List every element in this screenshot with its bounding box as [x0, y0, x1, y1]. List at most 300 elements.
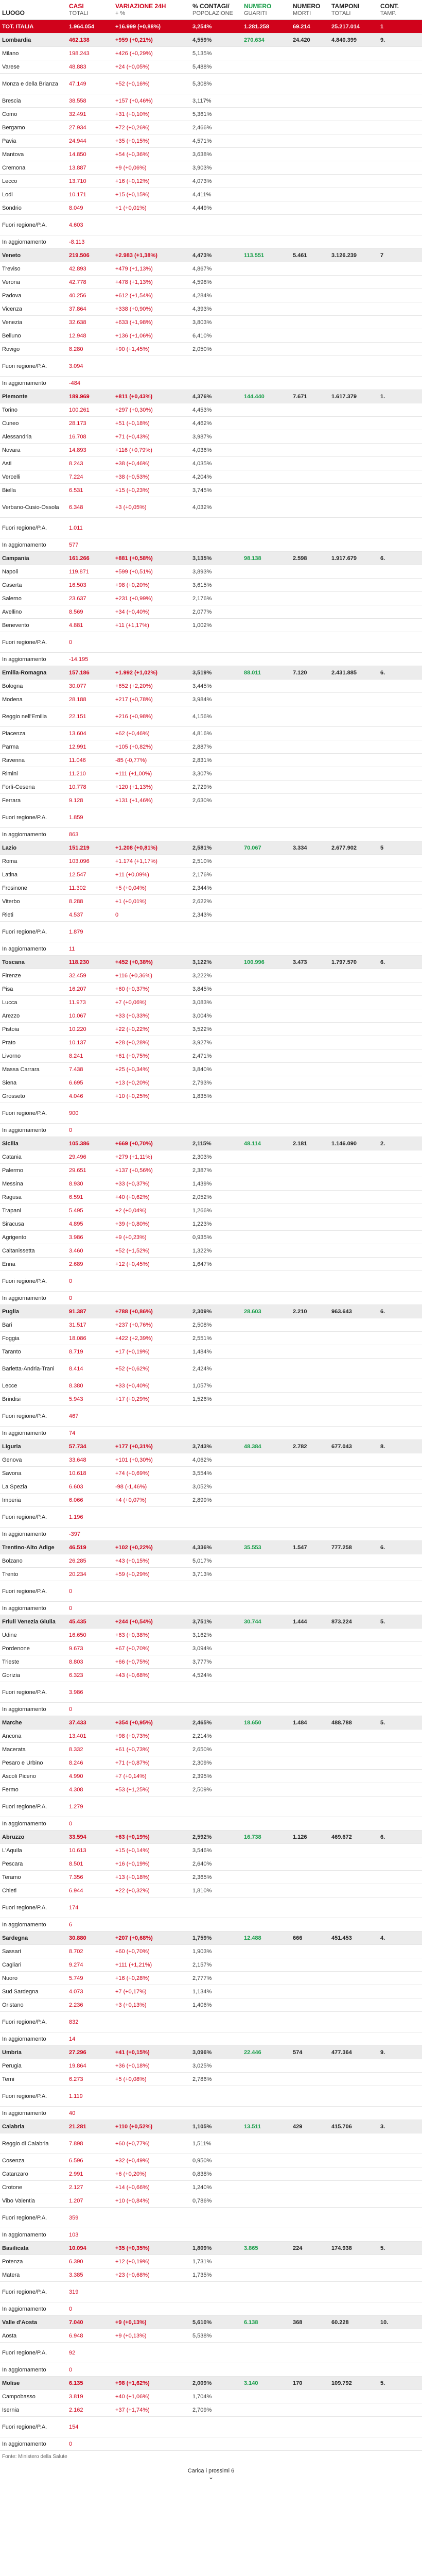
province-row[interactable]	[0, 828, 422, 841]
row-cases-value: 37.864	[69, 306, 86, 312]
region-row[interactable]	[0, 552, 422, 565]
province-row[interactable]	[0, 996, 422, 1009]
row-cases	[67, 1124, 113, 1137]
province-row[interactable]	[0, 2194, 422, 2208]
row-swabs	[329, 175, 378, 188]
province-row[interactable]	[0, 1669, 422, 1682]
region-row[interactable]	[0, 2046, 422, 2059]
row-pct	[190, 2329, 242, 2343]
row-pct-value: 1,526%	[192, 1396, 212, 1402]
province-row[interactable]	[0, 1743, 422, 1756]
province-row[interactable]	[0, 302, 422, 316]
row-healed	[242, 249, 291, 262]
row-healed	[242, 1972, 291, 1985]
row-place	[0, 1191, 67, 1204]
row-extra	[378, 538, 422, 552]
province-row[interactable]	[0, 1918, 422, 1931]
row-place-value: Potenza	[2, 2258, 23, 2265]
province-row[interactable]	[0, 1177, 422, 1191]
province-row[interactable]	[0, 1602, 422, 1615]
row-healed	[242, 1271, 291, 1292]
row-variation-value: +207 (+0,68%)	[115, 1935, 153, 1941]
row-variation-value: +599 (+0,51%)	[115, 568, 153, 575]
province-row[interactable]	[0, 794, 422, 807]
province-row[interactable]	[0, 1379, 422, 1393]
province-row[interactable]	[0, 1332, 422, 1345]
row-place-value: Palermo	[2, 1167, 23, 1174]
province-row[interactable]	[0, 148, 422, 161]
row-pct	[190, 1871, 242, 1884]
province-row[interactable]	[0, 1292, 422, 1305]
row-pct	[190, 343, 242, 356]
row-extra	[378, 552, 422, 565]
row-pct	[190, 316, 242, 329]
region-row[interactable]	[0, 2120, 422, 2133]
row-variation	[113, 1217, 190, 1231]
province-row[interactable]	[0, 356, 422, 377]
province-row[interactable]	[0, 289, 422, 302]
province-row[interactable]	[0, 1406, 422, 1427]
row-swabs	[329, 1271, 378, 1292]
row-pct-value: 2,899%	[192, 1497, 212, 1503]
province-row[interactable]	[0, 1682, 422, 1703]
province-row[interactable]	[0, 1480, 422, 1494]
province-row[interactable]	[0, 1124, 422, 1137]
province-row[interactable]	[0, 343, 422, 356]
row-pct	[190, 632, 242, 653]
row-deaths	[291, 430, 329, 444]
row-healed	[242, 1871, 291, 1884]
header-variation[interactable]: VARIAZIONE 24H + %	[113, 0, 190, 20]
row-healed-value: 35.553	[244, 1544, 261, 1551]
province-row[interactable]	[0, 1528, 422, 1541]
province-row[interactable]	[0, 2059, 422, 2073]
region-row[interactable]	[0, 1831, 422, 1844]
province-row[interactable]	[0, 47, 422, 60]
province-row[interactable]	[0, 619, 422, 632]
row-variation-value: +2.983 (+1,38%)	[115, 252, 157, 259]
row-extra	[378, 1359, 422, 1379]
province-row[interactable]	[0, 2133, 422, 2154]
row-extra	[378, 565, 422, 579]
province-row[interactable]	[0, 1345, 422, 1359]
row-place	[0, 1730, 67, 1743]
row-pct	[190, 1103, 242, 1124]
province-row[interactable]	[0, 727, 422, 740]
row-pct	[190, 794, 242, 807]
row-healed	[242, 161, 291, 175]
row-healed	[242, 2032, 291, 2046]
province-row[interactable]	[0, 1783, 422, 1797]
header-healed[interactable]: NUMERO GUARITI	[242, 0, 291, 20]
header-swabs[interactable]: TAMPONI TOTALI	[329, 0, 378, 20]
province-row[interactable]	[0, 767, 422, 781]
row-healed	[242, 982, 291, 996]
province-row[interactable]	[0, 1063, 422, 1076]
row-place	[0, 215, 67, 235]
region-row[interactable]	[0, 1541, 422, 1554]
row-variation	[113, 2154, 190, 2167]
row-cases-value: 863	[69, 831, 79, 838]
province-row[interactable]	[0, 235, 422, 249]
row-pct	[190, 2032, 242, 2046]
province-row[interactable]	[0, 2228, 422, 2242]
province-row[interactable]	[0, 175, 422, 188]
region-row[interactable]	[0, 390, 422, 403]
region-row[interactable]	[0, 2316, 422, 2329]
row-place-value: In aggiornamento	[2, 1605, 46, 1612]
row-pct-value: 2,343%	[192, 911, 212, 918]
province-row[interactable]	[0, 1359, 422, 1379]
row-place	[0, 134, 67, 148]
province-row[interactable]	[0, 740, 422, 754]
load-more-button[interactable]	[0, 2463, 422, 2483]
province-row[interactable]	[0, 1393, 422, 1406]
province-row[interactable]	[0, 1090, 422, 1103]
row-variation-value: +110 (+0,52%)	[115, 2123, 153, 2130]
row-swabs	[329, 1756, 378, 1770]
province-row[interactable]	[0, 1554, 422, 1568]
province-row[interactable]	[0, 1568, 422, 1581]
province-row[interactable]	[0, 969, 422, 982]
province-row[interactable]	[0, 1318, 422, 1332]
province-row[interactable]	[0, 942, 422, 956]
row-pct	[190, 457, 242, 470]
row-swabs	[329, 1393, 378, 1406]
province-row[interactable]	[0, 1231, 422, 1244]
row-extra	[378, 1581, 422, 1602]
province-row[interactable]	[0, 2255, 422, 2268]
province-row[interactable]	[0, 215, 422, 235]
province-row[interactable]	[0, 680, 422, 693]
province-row[interactable]	[0, 2343, 422, 2363]
row-pct-value: 2,592%	[192, 1834, 212, 1840]
province-row[interactable]	[0, 1049, 422, 1063]
row-pct	[190, 470, 242, 484]
province-row[interactable]	[0, 1797, 422, 1817]
province-row[interactable]	[0, 316, 422, 329]
province-row[interactable]	[0, 908, 422, 922]
row-place-value: Reggio di Calabria	[2, 2140, 49, 2147]
province-row[interactable]	[0, 1244, 422, 1258]
province-row[interactable]	[0, 1756, 422, 1770]
row-healed-value: 70.067	[244, 844, 261, 851]
province-row[interactable]	[0, 2282, 422, 2302]
row-pct-value: 2,466%	[192, 124, 212, 131]
province-row[interactable]	[0, 1164, 422, 1177]
row-cases	[67, 47, 113, 60]
row-healed	[242, 1217, 291, 1231]
row-swabs	[329, 908, 378, 922]
row-place	[0, 1884, 67, 1897]
province-row[interactable]	[0, 201, 422, 215]
province-row[interactable]	[0, 121, 422, 134]
province-row[interactable]	[0, 444, 422, 457]
province-row[interactable]	[0, 1427, 422, 1440]
region-row[interactable]	[0, 249, 422, 262]
province-row[interactable]	[0, 807, 422, 828]
row-variation-value: +38 (+0,53%)	[115, 473, 150, 480]
province-row[interactable]	[0, 1884, 422, 1897]
row-healed	[242, 457, 291, 470]
province-row[interactable]	[0, 1103, 422, 1124]
province-row[interactable]	[0, 653, 422, 666]
province-row[interactable]	[0, 922, 422, 942]
row-cases-value: 24.944	[69, 138, 86, 144]
row-cases-value: 10.094	[69, 2245, 86, 2251]
row-cases-value: 8.241	[69, 1053, 83, 1059]
province-row[interactable]	[0, 403, 422, 417]
province-row[interactable]	[0, 2329, 422, 2343]
row-variation	[113, 1871, 190, 1884]
region-row[interactable]	[0, 2377, 422, 2390]
row-variation	[113, 807, 190, 828]
header-pct-population[interactable]: % CONTAGI/ POPOLAZIONE	[190, 0, 242, 20]
province-row[interactable]	[0, 108, 422, 121]
region-row[interactable]	[0, 666, 422, 680]
province-row[interactable]	[0, 592, 422, 605]
province-row[interactable]	[0, 276, 422, 289]
province-row[interactable]	[0, 1945, 422, 1958]
province-row[interactable]	[0, 1897, 422, 1918]
row-pct-value: 3,840%	[192, 1066, 212, 1073]
province-row[interactable]	[0, 1453, 422, 1467]
row-place	[0, 855, 67, 868]
province-row[interactable]	[0, 497, 422, 518]
province-row[interactable]	[0, 457, 422, 470]
row-place	[0, 693, 67, 706]
row-variation	[113, 1009, 190, 1023]
province-row[interactable]	[0, 60, 422, 74]
row-deaths	[291, 1090, 329, 1103]
province-row[interactable]	[0, 430, 422, 444]
header-deaths[interactable]: NUMERO MORTI	[291, 0, 329, 20]
province-row[interactable]	[0, 632, 422, 653]
row-swabs	[329, 2120, 378, 2133]
province-row[interactable]	[0, 2181, 422, 2194]
header-place[interactable]: LUOGO	[0, 0, 67, 20]
province-row[interactable]	[0, 1217, 422, 1231]
row-healed	[242, 1931, 291, 1945]
region-row[interactable]	[0, 2242, 422, 2255]
province-row[interactable]	[0, 2012, 422, 2032]
province-row[interactable]	[0, 882, 422, 895]
row-pct	[190, 828, 242, 841]
province-row[interactable]	[0, 2268, 422, 2282]
row-pct-value: 2,630%	[192, 797, 212, 804]
row-cases-value: 7.356	[69, 1874, 83, 1880]
province-row[interactable]	[0, 1998, 422, 2012]
row-place	[0, 1998, 67, 2012]
row-variation	[113, 289, 190, 302]
row-deaths	[291, 1554, 329, 1568]
province-row[interactable]	[0, 868, 422, 882]
row-cases	[67, 2268, 113, 2282]
province-row[interactable]	[0, 855, 422, 868]
province-row[interactable]	[0, 262, 422, 276]
row-swabs	[329, 2282, 378, 2302]
province-row[interactable]	[0, 538, 422, 552]
row-deaths	[291, 1036, 329, 1049]
header-cases[interactable]: CASI TOTALI	[67, 0, 113, 20]
row-swabs	[329, 2133, 378, 2154]
province-row[interactable]	[0, 982, 422, 996]
row-variation	[113, 882, 190, 895]
row-place-value: Caltanissetta	[2, 1247, 35, 1254]
row-extra	[378, 1177, 422, 1191]
row-pct-value: 2,214%	[192, 1733, 212, 1739]
row-variation-value: +52 (+0,62%)	[115, 1365, 150, 1372]
header-extra[interactable]: CONT. TAMP.	[378, 0, 422, 20]
row-pct-value: 2,365%	[192, 1874, 212, 1880]
row-extra	[378, 121, 422, 134]
province-row[interactable]	[0, 1972, 422, 1985]
row-deaths	[291, 1918, 329, 1931]
province-row[interactable]	[0, 1150, 422, 1164]
province-row[interactable]	[0, 2107, 422, 2120]
region-row[interactable]	[0, 1137, 422, 1150]
province-row[interactable]	[0, 1036, 422, 1049]
province-row[interactable]	[0, 754, 422, 767]
province-row[interactable]	[0, 2417, 422, 2437]
province-row[interactable]	[0, 1642, 422, 1655]
row-pct-value: 3,004%	[192, 1012, 212, 1019]
row-cases	[67, 175, 113, 188]
region-row[interactable]	[0, 841, 422, 855]
row-deaths	[291, 1244, 329, 1258]
row-place	[0, 1271, 67, 1292]
row-place-value: Rimini	[2, 770, 18, 777]
province-row[interactable]	[0, 1703, 422, 1716]
province-row[interactable]	[0, 1958, 422, 1972]
row-deaths	[291, 841, 329, 855]
row-cases-value: 20.234	[69, 1571, 86, 1578]
province-row[interactable]	[0, 1076, 422, 1090]
region-row[interactable]	[0, 1615, 422, 1629]
row-healed	[242, 329, 291, 343]
row-place-value: Barletta-Andria-Trani	[2, 1365, 55, 1372]
row-place-value: Fuori regione/P.A.	[2, 1413, 47, 1419]
province-row[interactable]	[0, 781, 422, 794]
province-row[interactable]	[0, 1730, 422, 1743]
province-row[interactable]	[0, 1581, 422, 1602]
row-extra	[378, 942, 422, 956]
province-row[interactable]	[0, 2302, 422, 2316]
row-variation	[113, 1453, 190, 1467]
province-row[interactable]	[0, 484, 422, 497]
row-cases	[67, 1494, 113, 1507]
province-row[interactable]	[0, 1857, 422, 1871]
province-row[interactable]	[0, 74, 422, 94]
region-row[interactable]	[0, 33, 422, 47]
row-cases-value: 8.243	[69, 460, 83, 467]
row-place	[0, 262, 67, 276]
province-row[interactable]	[0, 377, 422, 390]
row-swabs	[329, 1467, 378, 1480]
province-row[interactable]	[0, 2032, 422, 2046]
province-row[interactable]	[0, 2154, 422, 2167]
row-cases	[67, 754, 113, 767]
row-deaths	[291, 403, 329, 417]
province-row[interactable]	[0, 1770, 422, 1783]
region-row[interactable]	[0, 956, 422, 969]
province-row[interactable]	[0, 1655, 422, 1669]
row-healed	[242, 2302, 291, 2316]
region-row[interactable]	[0, 1716, 422, 1730]
province-row[interactable]	[0, 2086, 422, 2107]
province-row[interactable]	[0, 1271, 422, 1292]
province-row[interactable]	[0, 565, 422, 579]
province-row[interactable]	[0, 470, 422, 484]
province-row[interactable]	[0, 1985, 422, 1998]
row-cases-value: 4.603	[69, 222, 83, 228]
row-variation-value: +40 (+0,62%)	[115, 1194, 150, 1200]
region-row[interactable]	[0, 1305, 422, 1318]
row-extra	[378, 249, 422, 262]
province-row[interactable]	[0, 1258, 422, 1271]
province-row[interactable]	[0, 417, 422, 430]
row-variation-value: +71 (+0,43%)	[115, 433, 150, 440]
province-row[interactable]	[0, 161, 422, 175]
row-deaths	[291, 895, 329, 908]
province-row[interactable]	[0, 1009, 422, 1023]
province-row[interactable]	[0, 605, 422, 619]
province-row[interactable]	[0, 1467, 422, 1480]
province-row[interactable]	[0, 1023, 422, 1036]
row-extra	[378, 1897, 422, 1918]
province-row[interactable]	[0, 2208, 422, 2228]
province-row[interactable]	[0, 2390, 422, 2403]
province-row[interactable]	[0, 706, 422, 727]
row-swabs	[329, 1615, 378, 1629]
province-row[interactable]	[0, 1494, 422, 1507]
row-pct	[190, 727, 242, 740]
table-row-italia[interactable]	[0, 20, 422, 33]
province-row[interactable]	[0, 2167, 422, 2181]
province-row[interactable]	[0, 579, 422, 592]
row-extra	[378, 868, 422, 882]
row-place-value: Valle d'Aosta	[2, 2319, 38, 2326]
row-cases	[67, 1716, 113, 1730]
province-row[interactable]	[0, 1629, 422, 1642]
region-row[interactable]	[0, 1440, 422, 1453]
province-row[interactable]	[0, 518, 422, 538]
province-row[interactable]	[0, 2437, 422, 2451]
row-cases-value: 8.930	[69, 1180, 83, 1187]
province-row[interactable]	[0, 2073, 422, 2086]
province-row[interactable]	[0, 1844, 422, 1857]
province-row[interactable]	[0, 2363, 422, 2377]
row-variation	[113, 1528, 190, 1541]
province-row[interactable]	[0, 1871, 422, 1884]
row-variation	[113, 1204, 190, 1217]
province-row[interactable]	[0, 895, 422, 908]
province-row[interactable]	[0, 1204, 422, 1217]
row-variation-value: +120 (+1,13%)	[115, 784, 153, 790]
province-row[interactable]	[0, 94, 422, 108]
province-row[interactable]	[0, 1191, 422, 1204]
province-row[interactable]	[0, 1817, 422, 1831]
province-row[interactable]	[0, 1507, 422, 1528]
province-row[interactable]	[0, 693, 422, 706]
province-row[interactable]	[0, 329, 422, 343]
region-row[interactable]	[0, 1931, 422, 1945]
province-row[interactable]	[0, 188, 422, 201]
row-extra	[378, 1857, 422, 1871]
province-row[interactable]	[0, 134, 422, 148]
row-variation	[113, 74, 190, 94]
province-row[interactable]	[0, 2403, 422, 2417]
